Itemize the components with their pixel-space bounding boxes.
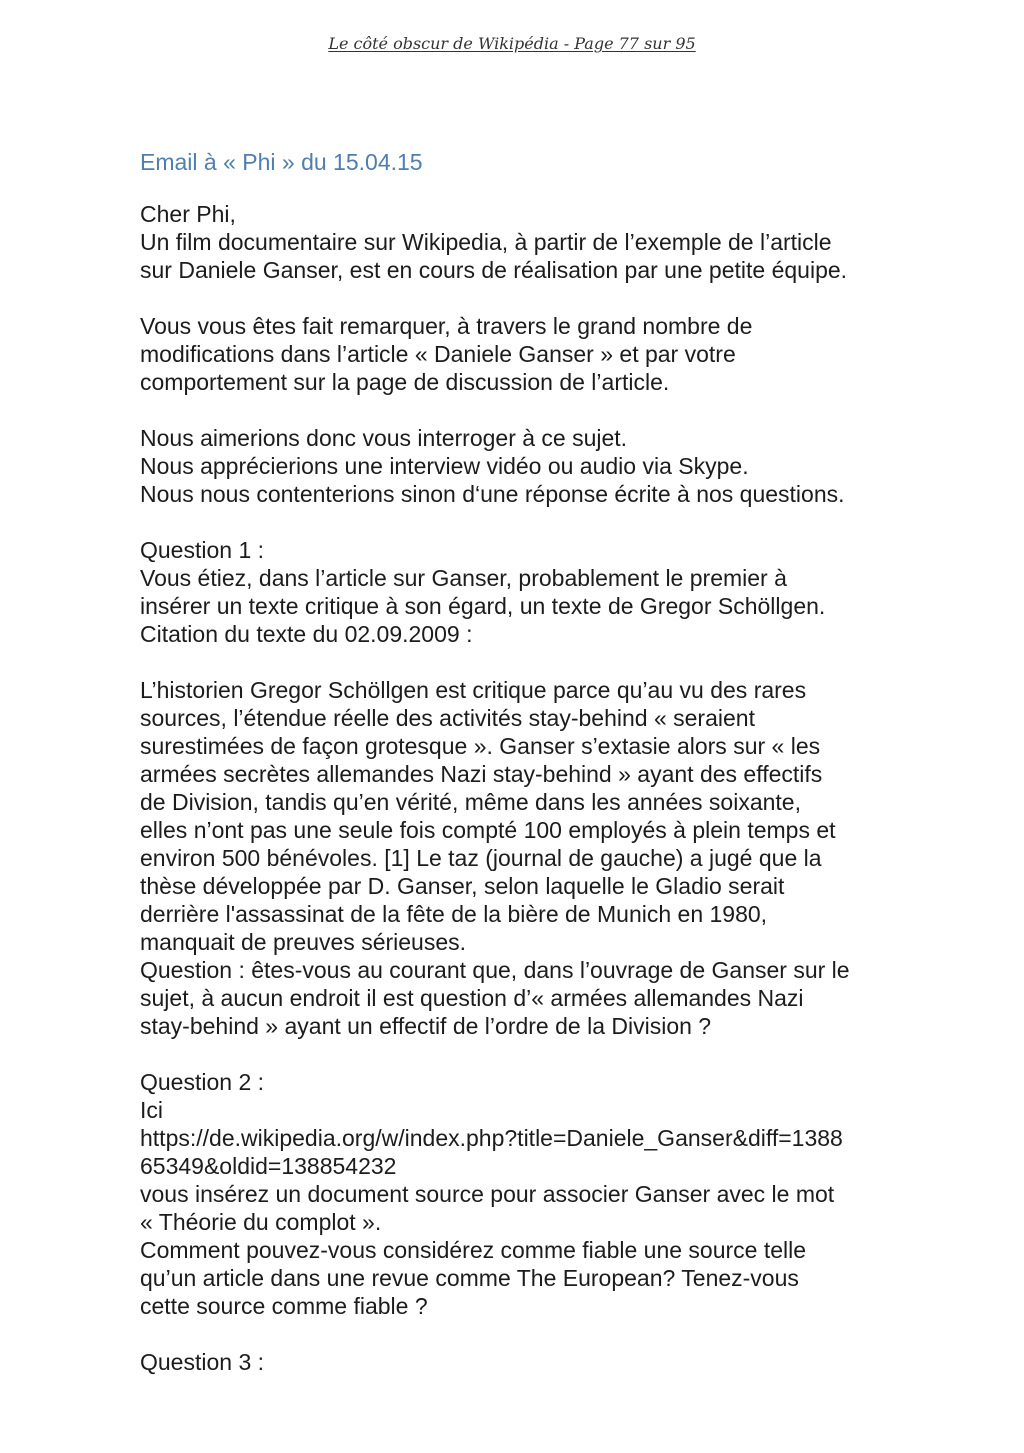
quote-line: environ 500 bénévoles. [1] Le taz (journal de gauche) a jugé que la [140,845,822,871]
salutation: Cher Phi, [140,201,236,227]
question-2-heading: Question 2 : [140,1069,265,1095]
question-2-line: Comment pouvez-vous considérez comme fiable une source telle [140,1237,807,1263]
quote-line: L’historien Gregor Schöllgen est critique parce qu’au vu des rares [140,677,807,703]
question-2-line: « Théorie du complot ». [140,1209,382,1235]
question-1-block [140,536,910,648]
quote-line: elles n’ont pas une seule fois compté 100 employés à plein temps et [140,817,836,843]
request-line: Nous nous contenterions sinon d‘une réponse écrite à nos questions. [140,481,845,507]
question-2-line: Ici [140,1097,163,1123]
question-2-url: 65349&oldid=138854232 [140,1153,397,1179]
request-paragraph [140,424,910,508]
quote-line: stay-behind » ayant un effectif de l’ordre de la Division ? [140,1013,712,1039]
running-header: Le côté obscur de Wikipédia - Page 77 sur 95 [328,34,696,53]
intro-line: sur Daniele Ganser, est en cours de réalisation par une petite équipe. [140,257,848,283]
question-2-line: vous insérez un document source pour associer Ganser avec le mot [140,1181,835,1207]
quote-line: de Division, tandis qu’en vérité, même dans les années soixante, [140,789,801,815]
question-1-quote [140,676,910,1040]
question-1-heading: Question 1 : [140,537,265,563]
question-2-line: cette source comme fiable ? [140,1293,428,1319]
remark-line: comportement sur la page de discussion de l’article. [140,369,670,395]
question-1-line: insérer un texte critique à son égard, un texte de Gregor Schöllgen. [140,593,826,619]
email-body [140,148,910,1404]
remark-line: modifications dans l’article « Daniele Ganser » et par votre [140,341,736,367]
question-1-line: Citation du texte du 02.09.2009 : [140,621,473,647]
quote-line: derrière l'assassinat de la fête de la bière de Munich en 1980, [140,901,768,927]
quote-line: sujet, à aucun endroit il est question d’« armées allemandes Nazi [140,985,804,1011]
quote-line: manquait de preuves sérieuses. [140,929,467,955]
quote-line: Question : êtes-vous au courant que, dans l’ouvrage de Ganser sur le [140,957,850,983]
remark-line: Vous vous êtes fait remarquer, à travers le grand nombre de [140,313,753,339]
question-1-line: Vous étiez, dans l’article sur Ganser, probablement le premier à [140,565,787,591]
intro-paragraph [140,200,910,284]
request-line: Nous aimerions donc vous interroger à ce sujet. [140,425,628,451]
quote-line: surestimées de façon grotesque ». Ganser s’extasie alors sur « les [140,733,821,759]
remark-paragraph [140,312,910,396]
question-2-line: qu’un article dans une revue comme The European? Tenez-vous [140,1265,799,1291]
quote-line: sources, l’étendue réelle des activités stay-behind « seraient [140,705,755,731]
quote-line: armées secrètes allemandes Nazi stay-behind » ayant des effectifs [140,761,823,787]
question-2-url: https://de.wikipedia.org/w/index.php?title=Daniele_Ganser&diff=1388 [140,1125,843,1151]
email-subject: Email à « Phi » du 15.04.15 [140,149,423,175]
request-line: Nous apprécierions une interview vidéo ou audio via Skype. [140,453,749,479]
quote-line: thèse développée par D. Ganser, selon laquelle le Gladio serait [140,873,785,899]
intro-line: Un film documentaire sur Wikipedia, à partir de l’exemple de l’article [140,229,832,255]
question-3-heading: Question 3 : [140,1349,265,1375]
question-2-block [140,1068,910,1320]
question-3-block [140,1348,910,1376]
